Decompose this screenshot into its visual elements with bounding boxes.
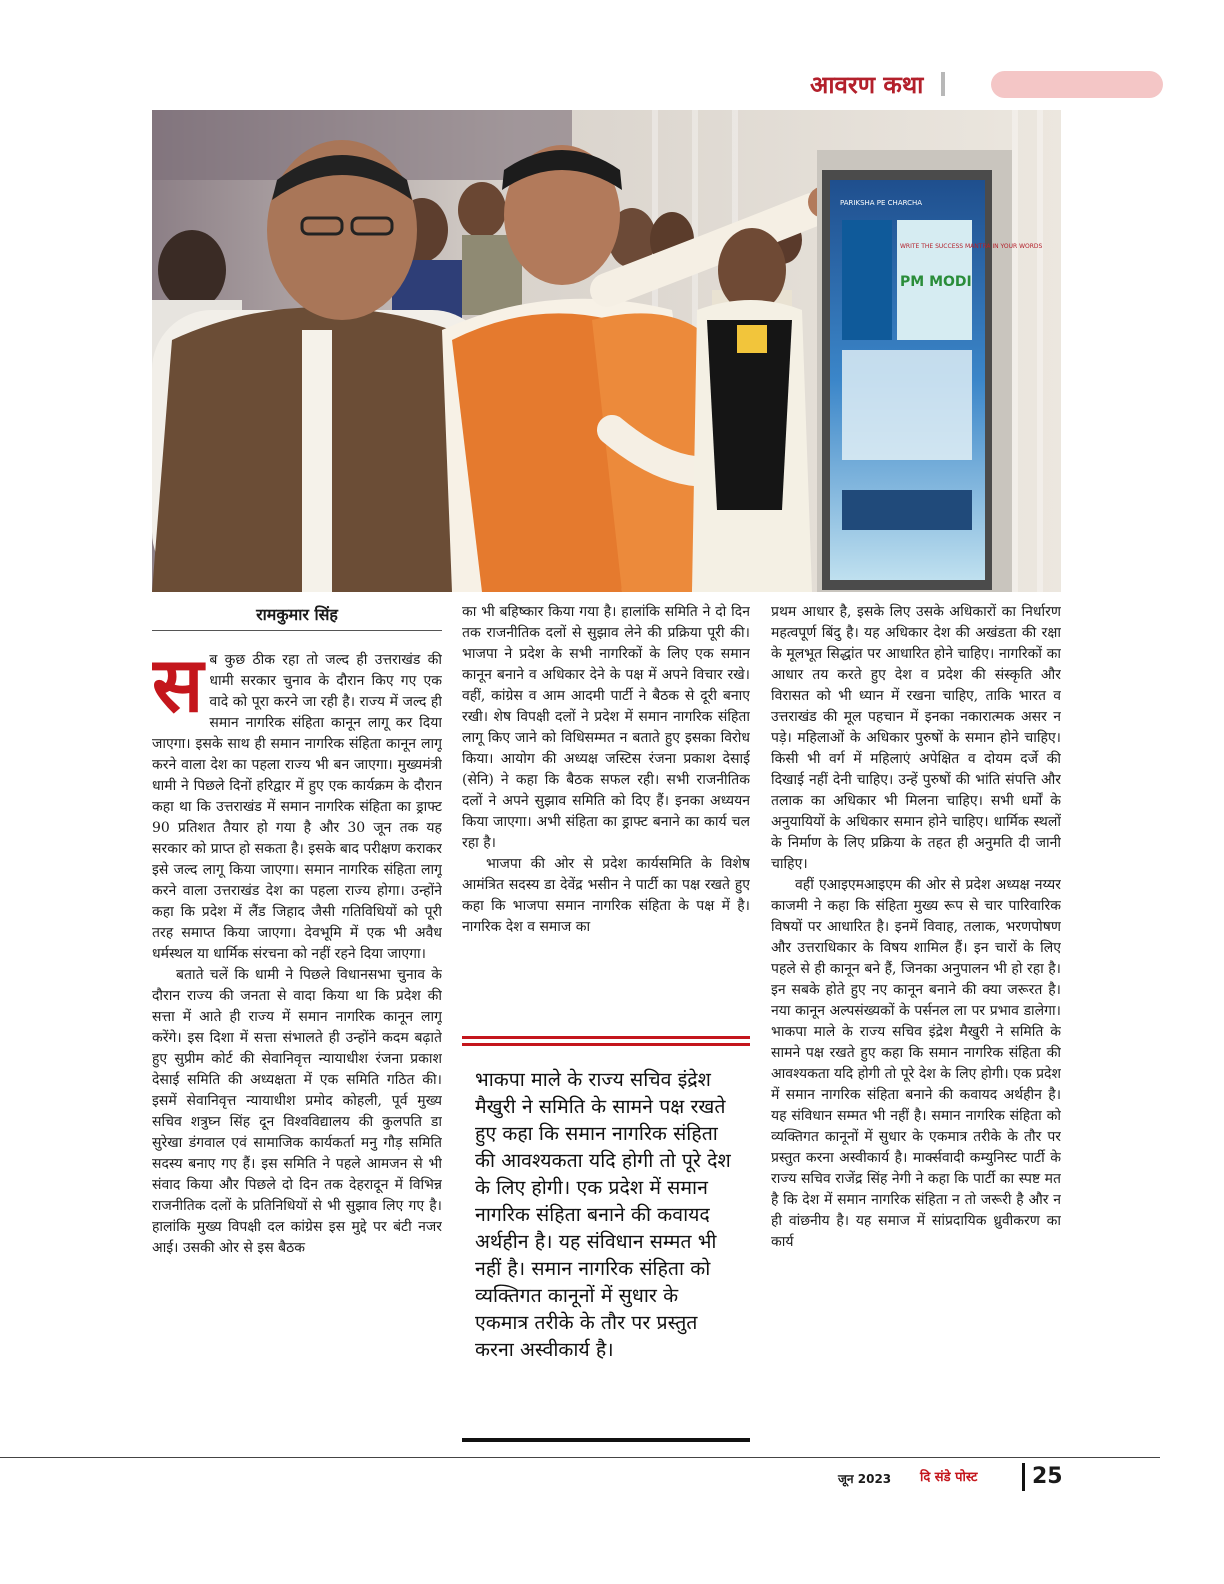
pullquote-top-rule [462,1036,750,1046]
paragraph: वहीं एआइएमआइएम की ओर से प्रदेश अध्यक्ष नय्यर काजमी ने कहा कि संहिता मुख्य रूप से चार पारिवारिक विषयों पर आधारित है। इनमें विवाह, तलाक, भरणपोषण और उत्तराधिकार के विषय शामिल हैं। इन चारों के लिए पहले से ही कानून बने हैं, जिनका अनुपालन भी हो रहा है। इन सबके होते हुए नए कानून बनाने की क्या जरूरत है। नया कानून अल्पसंख्यकों के पर्सनल ला पर प्रभाव डालेगा। भाकपा माले के राज्य सचिव इंद्रेश मैखुरी ने समिति के सामने पक्ष रखते हुए कहा कि समान नागरिक संहिता की आवश्यकता यदि होगी तो पूरे देश के लिए होगी। एक प्रदेश में समान नागरिक संहिता बनाने की कवायद अर्थहीन है। यह संविधान सम्मत भी नहीं है। समान नागरिक संहिता को व्यक्तिगत कानूनों में सुधार के एकमात्र तरीके के तौर पर प्रस्तुत करना अस्वीकार्य है। मार्क्सवादी कम्युनिस्ट पार्टी के राज्य सचिव राजेंद्र सिंह नेगी ने कहा कि पार्टी का स्पष्ट मत है कि देश में समान नागरिक संहिता न तो जरूरी है और न ही वांछनीय है। यह समाज में सांप्रदायिक ध्रुवीकरण का कार्य [771,877,1061,1250]
pullquote: भाकपा माले के राज्य सचिव इंद्रेश मैखुरी ने समिति के सामने पक्ष रखते हुए कहा कि समान नागरिक संहिता की आवश्यकता यदि होगी तो पूरे देश के लिए होगी। एक प्रदेश में समान नागरिक संहिता बनाने की कवायद अर्थहीन है। यह संविधान सम्मत भी नहीं है। समान नागरिक संहिता को व्यक्तिगत कानूनों में सुधार के एकमात्र तरीके के तौर पर प्रस्तुत करना अस्वीकार्य है। [475,1068,731,1361]
byline-rule [152,630,442,631]
article-column-2 [462,602,750,1022]
byline: रामकुमार सिंह [256,605,338,624]
photo-illustration [152,110,1061,592]
section-divider [941,72,945,96]
cover-photo [152,110,1061,592]
paragraph: प्रथम आधार है, इसके लिए उसके अधिकारों का निर्धारण महत्वपूर्ण बिंदु है। यह अधिकार देश की अखंडता की रक्षा के मूलभूत सिद्धांत पर आधारित होने चाहिए। नागरिकों का आधार तय करते हुए देश व प्रदेश की संस्कृति और विरासत को भी ध्यान में रखना चाहिए, ताकि भारत व उत्तराखंड की मूल पहचान में इनका नकारात्मक असर न पड़े। महिलाओं के अधिकार पुरुषों के समान होने चाहिए। किसी भी वर्ग में महिलाएं अपेक्षित व दोयम दर्जे की दिखाई नहीं देनी चाहिए। उन्हें पुरुषों की भांति संपत्ति और तलाक का अधिकार भी मिलना चाहिए। सभी धर्मों के अनुयायियों के अधिकार समान होने चाहिए। धार्मिक स्थलों के निर्माण के लिए प्रक्रिया के तहत ही अनुमति दी जानी चाहिए। [771,604,1061,872]
paragraph: ब कुछ ठीक रहा तो जल्द ही उत्तराखंड की धामी सरकार चुनाव के दौरान किए गए एक वादे को पूरा करने जा रही है। राज्य में जल्द ही समान नागरिक संहिता कानून लागू कर दिया जाएगा। इसके साथ ही समान नागरिक संहिता कानून लागू करने वाला देश का पहला राज्य भी बन जाएगा। मुख्यमंत्री धामी ने पिछले दिनों हरिद्वार में हुए एक कार्यक्रम के दौरान कहा था कि उत्तराखंड में समान नागरिक संहिता का ड्राफ्ट 90 प्रतिशत तैयार हो गया है और 30 जून तक यह सरकार को प्राप्त हो सकता है। इसके बाद परीक्षण कराकर इसे जल्द लागू किया जाएगा। समान नागरिक संहिता लागू करने वाला उत्तराखंड देश का पहला राज्य होगा। उन्होंने कहा कि प्रदेश में लैंड जिहाद जैसी गतिविधियों को पूरी तरह समाप्त किया जाएगा। देवभूमि में एक भी अवैध धर्मस्थल या धार्मिक संरचना को नहीं रहने दिया जाएगा। [152,652,442,962]
footer-brand-logo: दि संडे पोस्ट [920,1470,978,1485]
header-decoration [991,71,1163,98]
drop-cap: स [152,650,204,729]
paragraph: भाजपा की ओर से प्रदेश कार्यसमिति के विशेष आमंत्रित सदस्य डा देवेंद्र भसीन ने पार्टी का पक्ष रखते हुए कहा कि भाजपा समान नागरिक संहिता के पक्ष में है। नागरिक देश व समाज का [462,856,750,935]
kiosk-screen [817,150,1043,592]
footer-date: जून 2023 [838,1472,892,1486]
footer-divider [1022,1463,1025,1491]
pullquote-bottom-rule [462,1438,750,1442]
kiosk-title: PARIKSHA PE CHARCHA [840,199,923,207]
paragraph: बताते चलें कि धामी ने पिछले विधानसभा चुनाव के दौरान राज्य की जनता से वादा किया था कि प्रदेश की सत्ता में आते ही राज्य में समान नागरिक कानून लागू करेंगे। इस दिशा में सत्ता संभालते ही उन्होंने कदम बढ़ाते हुए सुप्रीम कोर्ट की सेवानिवृत्त न्यायाधीश रंजना प्रकाश देसाई समिति की अध्यक्षता में एक समिति गठित की। इसमें सेवानिवृत्त न्यायाधीश प्रमोद कोहली, पूर्व मुख्य सचिव शत्रुघ्न सिंह दून विश्वविद्यालय की कुलपति डा सुरेखा डंगवाल एवं सामाजिक कार्यकर्ता मनु गौड़ समिति सदस्य बनाए गए हैं। इस समिति ने पहले आमजन से भी संवाद किया और पिछले दो दिन तक देहरादून में विभिन्न राजनीतिक दलों के प्रतिनिधियों से भी सुझाव लिए गए है। हालांकि मुख्य विपक्षी दल कांग्रेस इस मुद्दे पर बंटी नजर आई। उसकी ओर से इस बैठक [152,967,442,1256]
page-number: 25 [1032,1464,1063,1489]
paragraph: का भी बहिष्कार किया गया है। हालांकि समिति ने दो दिन तक राजनीतिक दलों से सुझाव लेने की प्रक्रिया पूरी की। भाजपा ने प्रदेश के सभी नागरिकों के लिए एक समान कानून बनाने व अधिकार देने के पक्ष में अपने विचार रखे। वहीं, कांग्रेस व आम आदमी पार्टी ने बैठक से दूरी बनाए रखी। शेष विपक्षी दलों ने प्रदेश में समान नागरिक संहिता लागू किए जाने को विधिसम्मत न बताते हुए इसका विरोध किया। आयोग की अध्यक्ष जस्टिस रंजना प्रकाश देसाई (सेनि) ने कहा कि बैठक सफल रही। सभी राजनीतिक दलों ने अपने सुझाव समिति को दिए हैं। इनका अध्ययन किया जाएगा। अभी संहिता का ड्राफ्ट बनाने का कार्य चल रहा है। [462,604,750,851]
article-column-3 [771,602,1061,1444]
kiosk-name: PM MODI [900,274,972,290]
article-column-1 [152,650,442,1440]
section-label: आवरण कथा [810,71,924,99]
kiosk-banner: WRITE THE SUCCESS MANTRA IN YOUR WORDS [900,243,1043,250]
footer-rule [0,1457,1160,1458]
